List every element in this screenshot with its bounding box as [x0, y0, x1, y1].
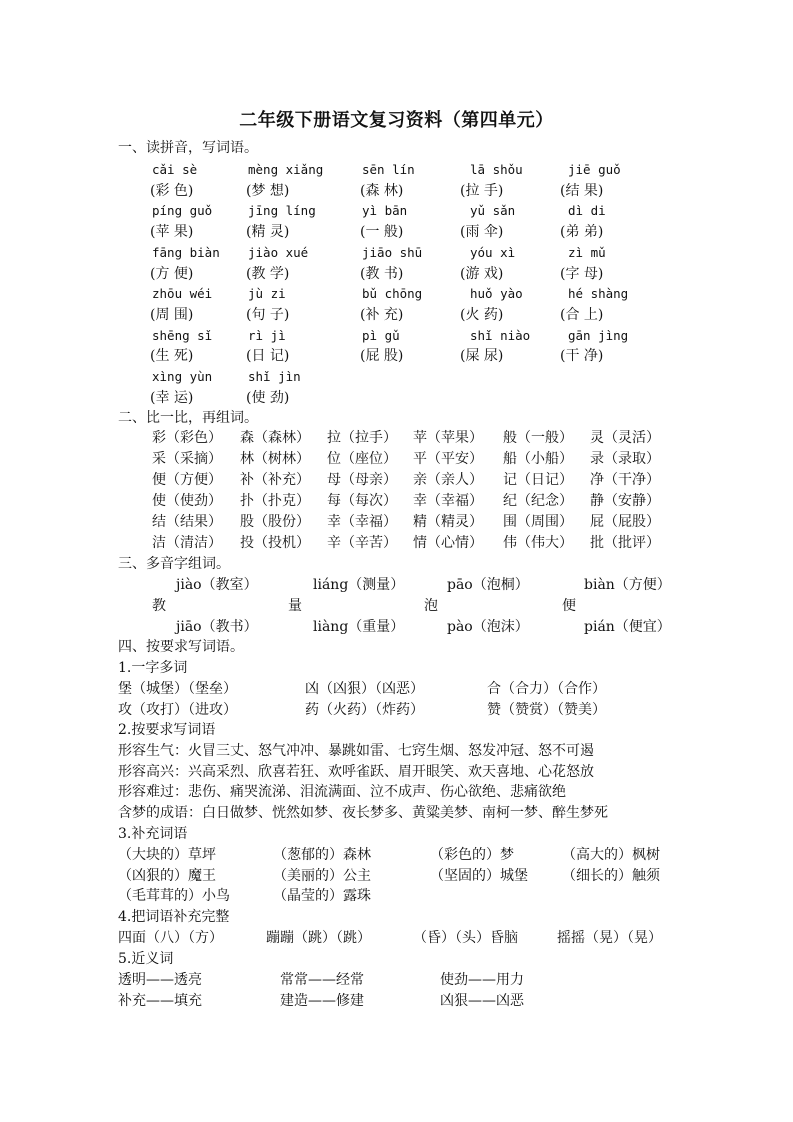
- pinyin-row: [0, 367, 793, 387]
- content-item: 蹦蹦（跳）（跳）: [266, 929, 371, 946]
- compare-item: 平（平安）: [413, 450, 483, 467]
- answer-row: [0, 181, 793, 201]
- answer-word: (苹 果): [150, 224, 194, 241]
- content-row: [0, 991, 793, 1011]
- pinyin-text: bǔ chōng: [362, 286, 423, 302]
- content-row: [0, 886, 793, 906]
- content-item: （坚固的）城堡: [430, 867, 528, 884]
- subsection-p4-heading: 4.把词语补充完整: [118, 909, 230, 925]
- content-text: 形容高兴：兴高采烈、欣喜若狂、欢呼雀跃、眉开眼笑、欢天喜地、心花怒放: [118, 763, 594, 780]
- pinyin-text: jīng líng: [248, 203, 316, 219]
- content-item: （晶莹的）露珠: [273, 888, 371, 905]
- answer-word: (精 灵): [246, 224, 290, 241]
- compare-item: 投（投机）: [240, 534, 310, 551]
- compare-row: [0, 491, 793, 511]
- compare-item: 每（每次）: [327, 492, 397, 509]
- content-row: [0, 928, 793, 948]
- compare-item: 结（结果）: [152, 513, 222, 530]
- answer-word: (梦 想): [246, 182, 290, 199]
- compare-item: 便（方便）: [152, 471, 222, 488]
- answer-word: (字 母): [560, 265, 604, 282]
- answer-word: (干 净): [560, 348, 604, 365]
- compare-item: 林（树林）: [240, 450, 310, 467]
- pinyin-text: yóu xì: [470, 244, 516, 260]
- section-heading: [0, 138, 793, 158]
- answer-row: [0, 346, 793, 366]
- answer-word: (结 果): [560, 182, 604, 199]
- subsection-p2-heading: 2.按要求写词语: [118, 722, 216, 738]
- compare-item: 批（批评）: [590, 534, 660, 551]
- content-row: [0, 741, 793, 761]
- compare-item: 伟（伟大）: [503, 534, 573, 551]
- subsection-p3-heading: 3.补充词语: [118, 826, 188, 842]
- answer-word: (合 上): [560, 306, 604, 323]
- pinyin-row: [0, 326, 793, 346]
- section-heading: [0, 554, 793, 574]
- polyphone-item: biàn（方便）: [584, 577, 671, 593]
- content-row: [0, 782, 793, 802]
- content-item: 凶狠——凶恶: [440, 992, 524, 1009]
- compare-row: [0, 449, 793, 469]
- content-item: 常常——经常: [280, 971, 364, 988]
- pinyin-text: gān jìng: [568, 327, 629, 343]
- content-item: （昏）（头）昏脑: [413, 929, 518, 946]
- compare-item: 情（心情）: [413, 534, 483, 551]
- compare-item: 幸（幸福）: [413, 492, 483, 509]
- pinyin-text: hé shàng: [568, 286, 629, 302]
- polyphone-item: jiāo（教书）: [176, 619, 258, 635]
- compare-item: 录（录取）: [590, 450, 660, 467]
- subsection-heading: [0, 949, 793, 969]
- polyphone-char: 教: [152, 598, 166, 614]
- content-item: 建造——修建: [280, 992, 364, 1009]
- pinyin-text: pì gǔ: [362, 327, 400, 343]
- pinyin-text: zhōu wéi: [152, 286, 213, 302]
- section-3-heading: 三、多音字组词。: [118, 556, 230, 572]
- compare-row: [0, 428, 793, 448]
- content-item: 补充——填充: [118, 992, 202, 1009]
- answer-word: (彩 色): [150, 182, 194, 199]
- polyphone-char: 便: [562, 598, 576, 614]
- content-row: [0, 845, 793, 865]
- answer-word: (火 药): [460, 306, 504, 323]
- compare-item: 母（母亲）: [327, 471, 397, 488]
- pinyin-text: rì jì: [248, 327, 286, 343]
- pinyin-text: sēn lín: [362, 162, 415, 177]
- compare-item: 幸（幸福）: [327, 513, 397, 530]
- content-text: 形容生气：火冒三丈、怒气冲冲、暴跳如雷、七窍生烟、怒发冲冠、怒不可遏: [118, 742, 594, 759]
- compare-item: 森（森林）: [240, 430, 310, 446]
- page-title: 二年级下册语文复习资料（第四单元）: [239, 110, 554, 131]
- section-2-heading: 二、比一比，再组词。: [118, 410, 258, 426]
- compare-item: 亲（亲人）: [413, 471, 483, 488]
- compare-item: 补（补充）: [240, 471, 310, 488]
- pinyin-text: yǔ sǎn: [470, 203, 516, 219]
- content-text: 形容难过：悲伤、痛哭流涕、泪流满面、泣不成声、伤心欲绝、悲痛欲绝: [118, 784, 566, 801]
- answer-word: (屁 股): [360, 348, 404, 365]
- polyphone-item: jiào（教室）: [176, 577, 258, 593]
- pinyin-text: dì di: [568, 203, 606, 219]
- pinyin-row: [0, 160, 793, 180]
- pinyin-text: shǐ jìn: [248, 369, 301, 384]
- content-item: 透明——透亮: [118, 971, 202, 988]
- content-item: 堡（城堡）（堡垒）: [118, 680, 237, 697]
- polyphone-char: 量: [288, 598, 302, 614]
- polyphone-char: 泡: [424, 598, 438, 614]
- compare-item: 纪（纪念）: [503, 492, 573, 509]
- pinyin-text: jiē guǒ: [568, 162, 621, 177]
- pinyin-text: jiāo shū: [362, 244, 423, 260]
- polyphone-item: pāo（泡桐）: [447, 577, 529, 593]
- compare-item: 般（一般）: [503, 430, 573, 446]
- content-row: [0, 700, 793, 720]
- answer-word: (周 围): [150, 306, 194, 323]
- content-item: （凶狠的）魔王: [118, 867, 216, 884]
- pinyin-row: [0, 201, 793, 221]
- section-1-heading: 一、读拼音，写词语。: [118, 140, 258, 156]
- answer-word: (生 死): [150, 348, 194, 365]
- compare-item: 灵（灵活）: [590, 430, 660, 446]
- compare-item: 股（股份）: [240, 513, 310, 530]
- content-item: （葱郁的）森林: [273, 846, 371, 863]
- answer-row: [0, 305, 793, 325]
- answer-word: (教 书): [360, 265, 404, 282]
- polyphone-item: liàng（重量）: [313, 619, 405, 635]
- answer-word: (游 戏): [460, 265, 504, 282]
- compare-item: 辛（辛苦）: [327, 534, 397, 551]
- compare-item: 围（周围）: [503, 513, 573, 530]
- pinyin-text: jiào xué: [248, 244, 309, 260]
- answer-word: (句 子): [246, 306, 290, 323]
- pinyin-text: jù zi: [248, 286, 286, 302]
- subsection-heading: [0, 658, 793, 678]
- compare-item: 船（小船）: [503, 450, 573, 467]
- content-item: 凶（凶狠）（凶恶）: [305, 680, 424, 697]
- subsection-p1-heading: 1.一字多词: [118, 660, 188, 676]
- content-row: [0, 866, 793, 886]
- polyphone-row: [0, 575, 793, 595]
- answer-word: (雨 伞): [460, 224, 504, 241]
- answer-row: [0, 222, 793, 242]
- section-4-heading: 四、按要求写词语。: [118, 639, 244, 655]
- content-item: 合（合力）（合作）: [487, 680, 606, 697]
- polyphone-item: liáng（测量）: [313, 577, 405, 593]
- answer-row: [0, 388, 793, 408]
- answer-word: (方 便): [150, 265, 194, 282]
- content-row: [0, 803, 793, 823]
- answer-row: [0, 264, 793, 284]
- polyphone-item: pián（便宜）: [584, 619, 671, 635]
- answer-word: (日 记): [246, 348, 290, 365]
- pinyin-text: yì bān: [362, 203, 408, 219]
- compare-row: [0, 533, 793, 553]
- pinyin-text: zì mǔ: [568, 244, 606, 260]
- pinyin-text: xìng yùn: [152, 369, 213, 384]
- subsection-p5-heading: 5.近义词: [118, 951, 174, 967]
- compare-item: 记（日记）: [503, 471, 573, 488]
- content-item: 赞（赞赏）（赞美）: [487, 701, 606, 718]
- content-item: （细长的）触须: [562, 867, 660, 884]
- content-item: 攻（攻打）（进攻）: [118, 701, 237, 718]
- polyphone-chars: [0, 596, 793, 616]
- content-row: [0, 762, 793, 782]
- answer-word: (使 劲): [246, 389, 290, 406]
- content-item: （大块的）草坪: [118, 846, 216, 863]
- compare-item: 采（采摘）: [152, 450, 222, 467]
- subsection-heading: [0, 824, 793, 844]
- content-row: [0, 970, 793, 990]
- content-item: 四面（八）（方）: [118, 929, 223, 946]
- polyphone-row: [0, 617, 793, 637]
- subsection-heading: [0, 720, 793, 740]
- compare-item: 使（使劲）: [152, 492, 222, 509]
- pinyin-text: fāng biàn: [152, 244, 220, 260]
- answer-word: (屎 尿): [460, 348, 504, 365]
- content-item: （毛茸茸的）小鸟: [118, 888, 230, 905]
- pinyin-text: cǎi sè: [152, 162, 198, 177]
- compare-item: 净（干净）: [590, 471, 660, 488]
- compare-item: 精（精灵）: [413, 513, 483, 530]
- pinyin-text: huǒ yào: [470, 286, 523, 302]
- pinyin-text: lā shǒu: [470, 162, 523, 177]
- compare-row: [0, 512, 793, 532]
- answer-word: (拉 手): [460, 182, 504, 199]
- answer-word: (教 学): [246, 265, 290, 282]
- answer-word: (补 充): [360, 306, 404, 323]
- answer-word: (森 林): [360, 182, 404, 199]
- pinyin-text: shǐ niào: [470, 327, 531, 343]
- answer-word: (弟 弟): [560, 224, 604, 241]
- content-item: 摇摇（晃）（晃）: [557, 929, 662, 946]
- content-row: [0, 679, 793, 699]
- section-heading: [0, 637, 793, 657]
- pinyin-row: [0, 284, 793, 304]
- pinyin-text: mèng xiǎng: [248, 162, 324, 177]
- pinyin-text: shēng sǐ: [152, 327, 213, 343]
- answer-word: (幸 运): [150, 389, 194, 406]
- content-item: （高大的）枫树: [562, 846, 660, 863]
- pinyin-row: [0, 243, 793, 263]
- answer-word: (一 般): [360, 224, 404, 241]
- polyphone-item: pào（泡沫）: [447, 619, 529, 635]
- compare-item: 拉（拉手）: [327, 430, 397, 446]
- compare-item: 苹（苹果）: [413, 430, 483, 446]
- content-text: 含梦的成语：白日做梦、恍然如梦、夜长梦多、黄粱美梦、南柯一梦、醉生梦死: [118, 805, 608, 822]
- compare-item: 扑（扑克）: [240, 492, 310, 509]
- content-item: 使劲——用力: [440, 971, 524, 988]
- subsection-heading: [0, 907, 793, 927]
- section-heading: [0, 408, 793, 428]
- content-item: 药（火药）（炸药）: [305, 701, 424, 718]
- compare-item: 洁（清洁）: [152, 534, 222, 551]
- compare-item: 静（安静）: [590, 492, 660, 509]
- compare-item: 彩（彩色）: [152, 430, 222, 446]
- compare-item: 屁（屁股）: [590, 513, 660, 530]
- content-item: （美丽的）公主: [273, 867, 371, 884]
- content-item: （彩色的）梦: [430, 846, 514, 863]
- compare-item: 位（座位）: [327, 450, 397, 467]
- compare-row: [0, 470, 793, 490]
- pinyin-text: píng guǒ: [152, 203, 213, 219]
